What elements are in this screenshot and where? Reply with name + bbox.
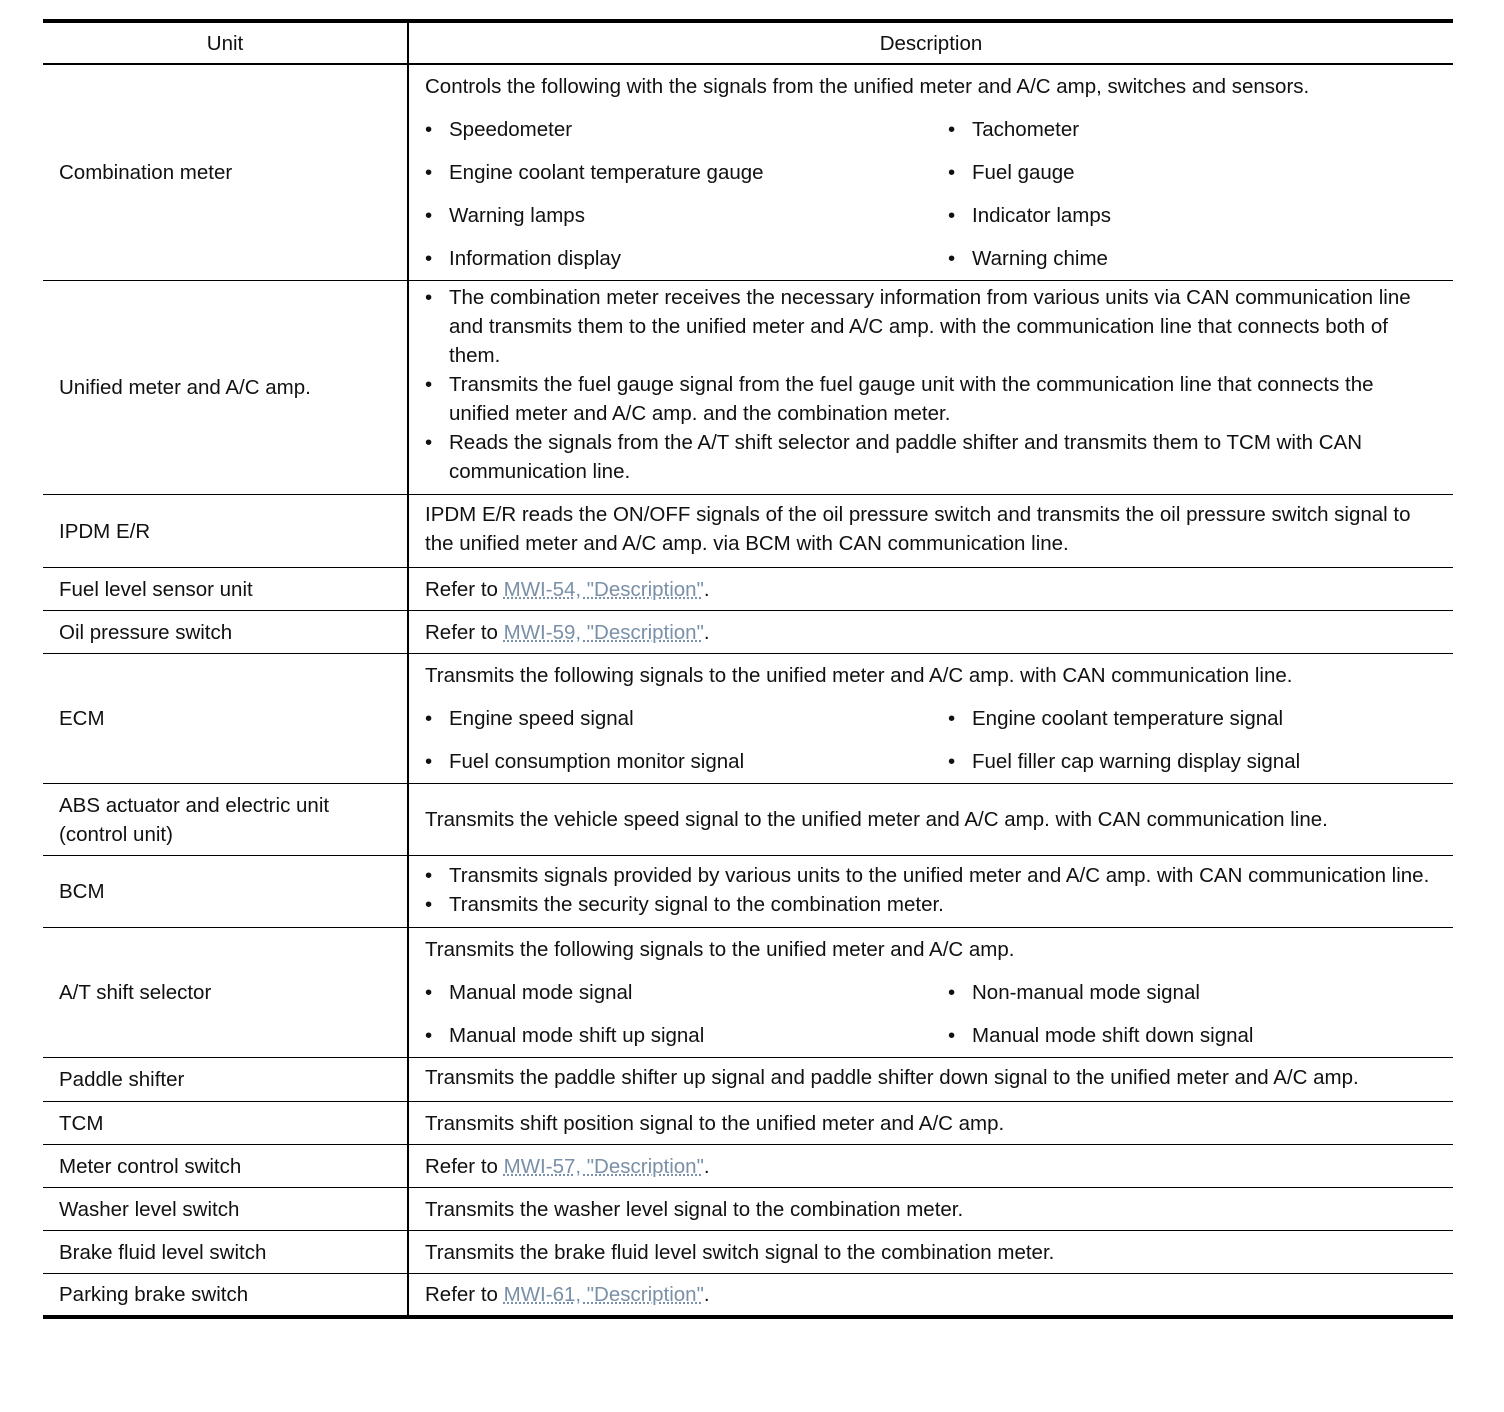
unit-cell: Combination meter	[43, 64, 408, 281]
table-row	[43, 1231, 1453, 1274]
unit-cell: Unified meter and A/C amp.	[43, 281, 408, 495]
description-cell: Transmits the washer level signal to the combination meter.	[408, 1188, 1453, 1231]
description-cell: Refer to MWI-54, "Description".	[408, 568, 1453, 611]
list-item: • Engine speed signal	[425, 697, 948, 740]
unit-cell: A/T shift selector	[43, 928, 408, 1058]
unit-cell: Parking brake switch	[43, 1274, 408, 1317]
table-row	[43, 1188, 1453, 1231]
description-intro: Transmits the following signals to the unified meter and A/C amp.	[425, 938, 1015, 961]
header-unit: Unit	[43, 21, 408, 64]
list-item: • Information display	[425, 237, 948, 280]
description-cell: Transmits shift position signal to the unified meter and A/C amp.	[408, 1102, 1453, 1145]
unit-cell: Meter control switch	[43, 1145, 408, 1188]
description-cell: Transmits the paddle shifter up signal and paddle shifter down signal to the unified meter and A/C amp.	[408, 1058, 1453, 1102]
description-intro: Transmits the following signals to the unified meter and A/C amp. with CAN communication line.	[425, 664, 1293, 687]
description-cell	[408, 928, 1453, 1058]
list-item: • Fuel filler cap warning display signal	[948, 740, 1437, 783]
description-cell: Refer to MWI-57, "Description".	[408, 1145, 1453, 1188]
description-cell: Transmits the vehicle speed signal to the unified meter and A/C amp. with CAN communication line.	[408, 784, 1453, 856]
list-item: • Fuel consumption monitor signal	[425, 740, 948, 783]
unit-cell: Oil pressure switch	[43, 611, 408, 654]
list-item: • Engine coolant temperature gauge	[425, 151, 948, 194]
list-item: • Manual mode shift up signal	[425, 1014, 948, 1057]
description-intro: Controls the following with the signals from the unified meter and A/C amp, switches and sensors.	[425, 75, 1310, 98]
unit-cell: ABS actuator and electric unit (control unit)	[43, 784, 408, 856]
list-item: • The combination meter receives the necessary information from various units via CAN communication line and transmits them to the unified meter and A/C amp. with the communication line that connects both of them.	[425, 283, 1437, 370]
description-cell	[408, 654, 1453, 784]
table-row	[43, 784, 1453, 856]
table-row	[43, 495, 1453, 568]
reference-link[interactable]: MWI-57, "Description"	[503, 1154, 704, 1178]
header-row	[43, 21, 1453, 64]
table-row	[43, 1102, 1453, 1145]
list-item: • Engine coolant temperature signal	[948, 697, 1437, 740]
reference-link[interactable]: MWI-61, "Description"	[503, 1282, 704, 1306]
unit-cell: BCM	[43, 856, 408, 928]
reference-link[interactable]: MWI-59, "Description"	[503, 620, 704, 644]
list-item: • Transmits the fuel gauge signal from the fuel gauge unit with the communication line that connects the unified meter and A/C amp. and the combination meter.	[425, 370, 1437, 428]
list-item: • Reads the signals from the A/T shift selector and paddle shifter and transmits them to TCM with CAN communication line.	[425, 428, 1437, 486]
list-item: • Tachometer	[948, 108, 1437, 151]
table-row	[43, 611, 1453, 654]
unit-cell: TCM	[43, 1102, 408, 1145]
table-row	[43, 568, 1453, 611]
unit-cell: Washer level switch	[43, 1188, 408, 1231]
description-cell: Refer to MWI-61, "Description".	[408, 1274, 1453, 1317]
description-cell: Refer to MWI-59, "Description".	[408, 611, 1453, 654]
unit-cell: IPDM E/R	[43, 495, 408, 568]
description-cell	[408, 64, 1453, 281]
table-row	[43, 928, 1453, 1058]
table-row	[43, 64, 1453, 281]
list-item: • Manual mode signal	[425, 971, 948, 1014]
description-cell	[408, 856, 1453, 928]
list-item: • Manual mode shift down signal	[948, 1014, 1437, 1057]
list-item: • Transmits signals provided by various units to the unified meter and A/C amp. with CAN communication line.	[425, 861, 1437, 890]
list-item: • Non-manual mode signal	[948, 971, 1437, 1014]
list-item: • Transmits the security signal to the combination meter.	[425, 890, 1437, 919]
list-item: • Warning lamps	[425, 194, 948, 237]
unit-cell: Fuel level sensor unit	[43, 568, 408, 611]
table-row	[43, 1274, 1453, 1317]
description-cell	[408, 281, 1453, 495]
table-row	[43, 856, 1453, 928]
list-item: • Fuel gauge	[948, 151, 1437, 194]
header-description: Description	[408, 21, 1453, 64]
list-item: • Speedometer	[425, 108, 948, 151]
list-item: • Warning chime	[948, 237, 1437, 280]
unit-cell: ECM	[43, 654, 408, 784]
signal-grid	[425, 697, 1437, 783]
description-cell: Transmits the brake fluid level switch signal to the combination meter.	[408, 1231, 1453, 1274]
unit-description-table	[43, 19, 1453, 1319]
signal-grid	[425, 971, 1437, 1057]
unit-cell: Paddle shifter	[43, 1058, 408, 1102]
table-row	[43, 654, 1453, 784]
table-row	[43, 281, 1453, 495]
description-cell: IPDM E/R reads the ON/OFF signals of the oil pressure switch and transmits the oil pressure switch signal to the unified meter and A/C amp. via BCM with CAN communication line.	[408, 495, 1453, 568]
list-item: • Indicator lamps	[948, 194, 1437, 237]
table-row	[43, 1058, 1453, 1102]
table-row	[43, 1145, 1453, 1188]
signal-grid	[425, 108, 1437, 280]
reference-link[interactable]: MWI-54, "Description"	[503, 577, 704, 601]
unit-cell: Brake fluid level switch	[43, 1231, 408, 1274]
